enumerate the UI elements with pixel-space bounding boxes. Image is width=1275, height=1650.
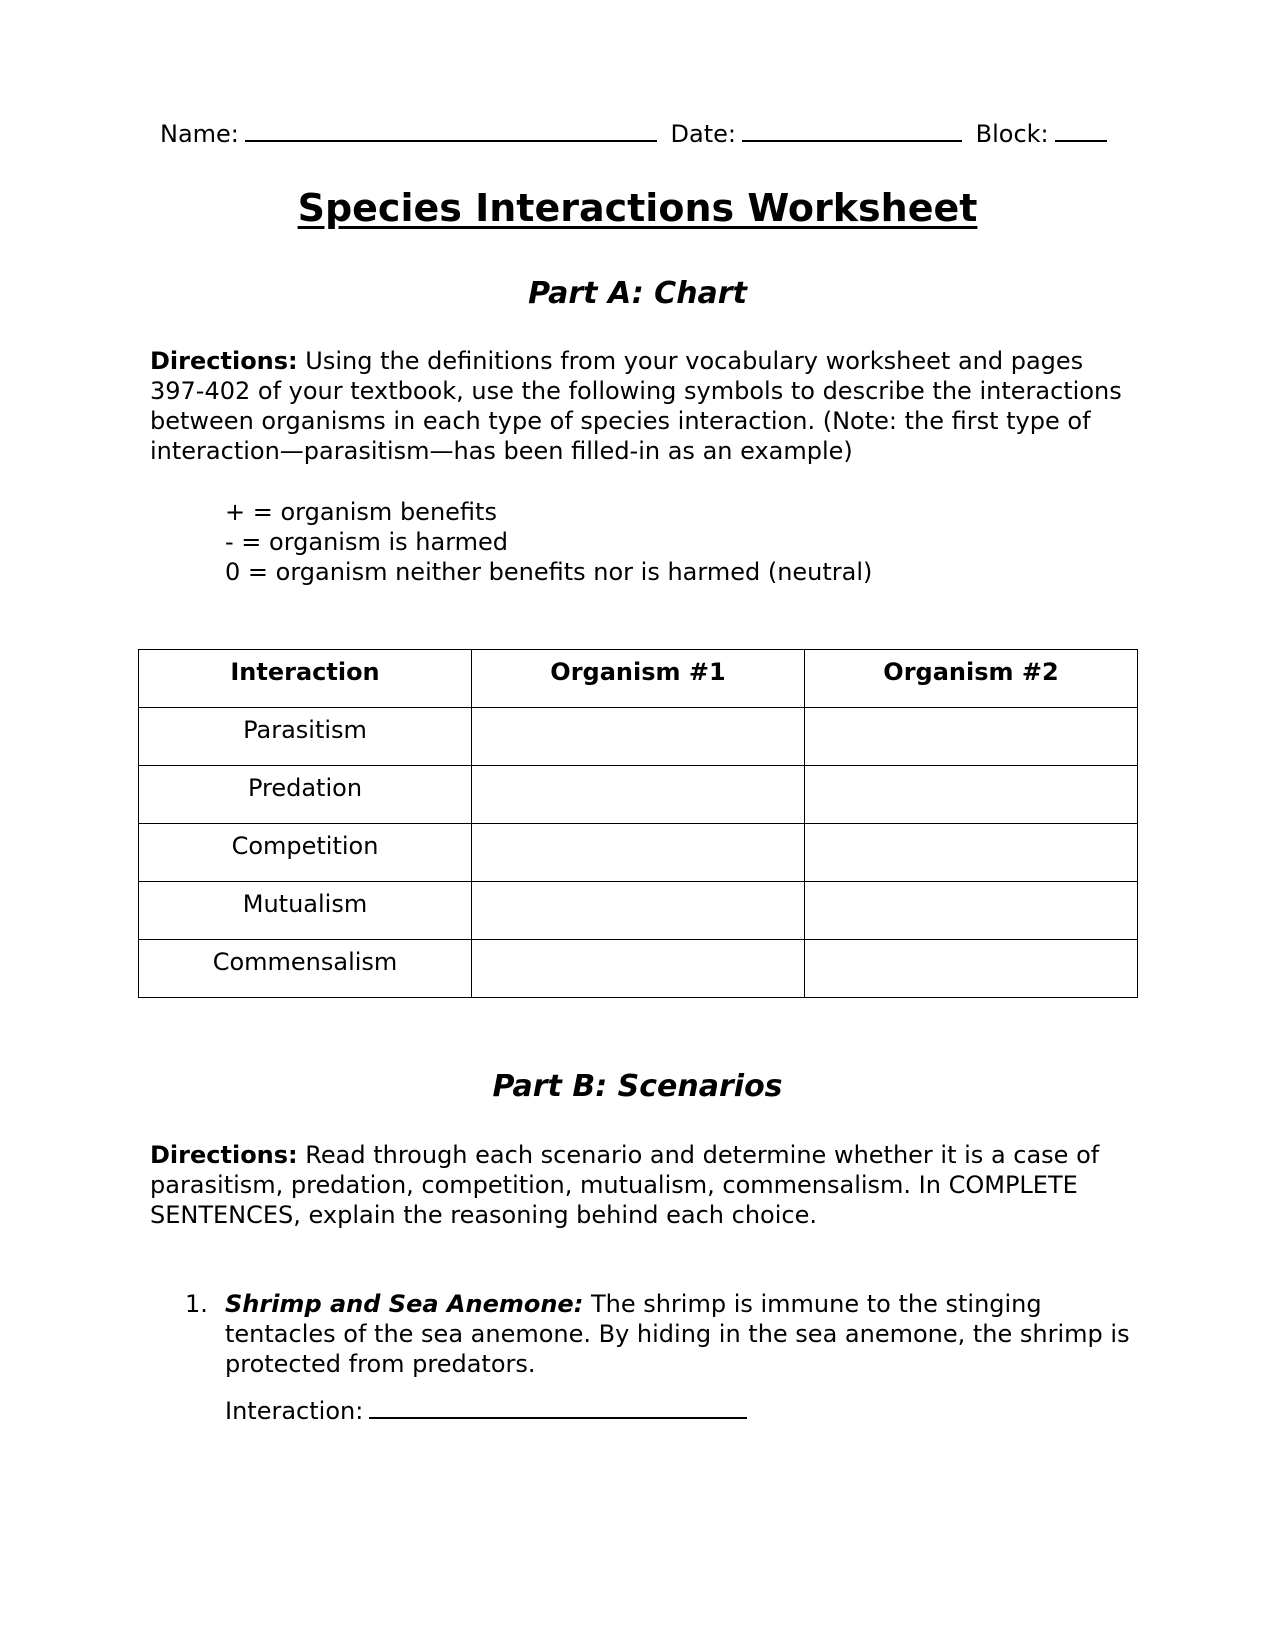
organism-1-cell[interactable]: [472, 824, 805, 882]
directions-text: Read through each scenario and determine whether it is a case of parasitism, predation, competition, mutualism, commensalism. In COMPLETE SENTENCES, explain the reasoning behind each choice.: [150, 1141, 1100, 1229]
scenario-label: Shrimp and Sea Anemone:: [225, 1290, 584, 1318]
interactions-table: [138, 649, 1138, 998]
worksheet-title: Species Interactions Worksheet: [297, 186, 978, 230]
header-organism-1: Organism #1: [472, 650, 805, 708]
scenario-text: [225, 1289, 1135, 1379]
table-row: [139, 708, 1138, 766]
symbol-legend: [225, 497, 872, 587]
interaction-cell: Commensalism: [139, 940, 472, 998]
organism-1-cell[interactable]: [472, 940, 805, 998]
interaction-cell: Parasitism: [139, 708, 472, 766]
scenario-number: 1.: [185, 1290, 208, 1318]
organism-2-cell[interactable]: [805, 882, 1138, 940]
table-row: [139, 766, 1138, 824]
interaction-answer-line: [225, 1397, 753, 1425]
header-organism-2: Organism #2: [805, 650, 1138, 708]
legend-neutral: 0 = organism neither benefits nor is harmed (neutral): [225, 558, 873, 586]
directions-label: Directions:: [150, 347, 298, 375]
interaction-answer-label: Interaction:: [225, 1397, 364, 1425]
organism-1-cell[interactable]: [472, 882, 805, 940]
block-blank[interactable]: [1055, 120, 1107, 142]
student-info-line: [160, 120, 1120, 148]
organism-2-cell[interactable]: [805, 940, 1138, 998]
organism-2-cell[interactable]: [805, 708, 1138, 766]
name-label: Name:: [160, 120, 239, 148]
name-blank[interactable]: [245, 120, 657, 142]
legend-harmed: - = organism is harmed: [225, 528, 509, 556]
header-interaction: Interaction: [139, 650, 472, 708]
interaction-cell: Predation: [139, 766, 472, 824]
table-row: [139, 824, 1138, 882]
table-header-row: [139, 650, 1138, 708]
part-b-directions: [150, 1140, 1135, 1230]
interaction-cell: Mutualism: [139, 882, 472, 940]
part-a-directions: [150, 346, 1135, 466]
part-b-heading: Part B: Scenarios: [492, 1069, 783, 1104]
table-row: [139, 940, 1138, 998]
date-blank[interactable]: [742, 120, 962, 142]
organism-1-cell[interactable]: [472, 766, 805, 824]
legend-benefits: + = organism benefits: [225, 498, 497, 526]
organism-2-cell[interactable]: [805, 766, 1138, 824]
interaction-answer-blank[interactable]: [369, 1397, 747, 1419]
directions-label: Directions:: [150, 1141, 298, 1169]
interaction-cell: Competition: [139, 824, 472, 882]
part-a-heading: Part A: Chart: [528, 276, 747, 311]
date-label: Date:: [670, 120, 736, 148]
directions-text: Using the definitions from your vocabulary worksheet and pages 397-402 of your textbook, use the following symbols to describe the interactions between organisms in each type of species interaction. (Note: the first type of interaction—parasitism—has been filled-in as an example): [150, 347, 1122, 465]
organism-2-cell[interactable]: [805, 824, 1138, 882]
scenario-description: The shrimp is immune to the stinging tentacles of the sea anemone. By hiding in the sea anemone, the shrimp is protected from predators.: [225, 1290, 1130, 1378]
scenario-item: [185, 1289, 1135, 1379]
table-row: [139, 882, 1138, 940]
block-label: Block:: [975, 120, 1049, 148]
organism-1-cell[interactable]: [472, 708, 805, 766]
